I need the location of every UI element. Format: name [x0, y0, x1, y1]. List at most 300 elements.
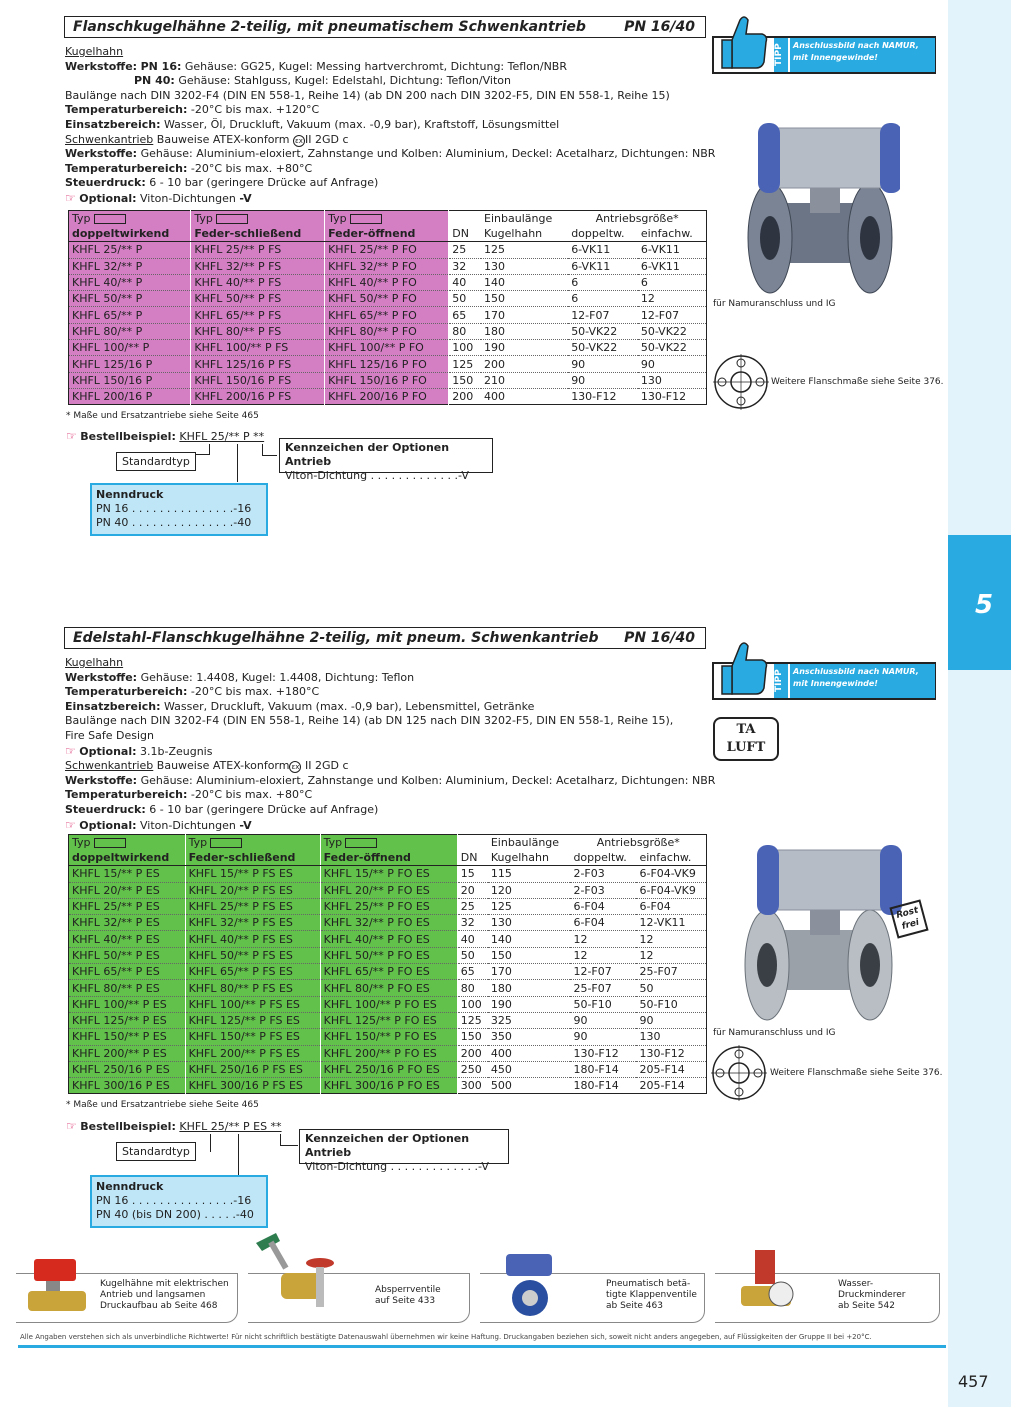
options-line: Viton-Dichtung . . . . . . . . . . . . .-V — [305, 1160, 489, 1173]
table-cell: KHFL 32/** P — [69, 258, 191, 274]
table-header-cell: Typ — [185, 835, 320, 850]
table-cell: KHFL 250/16 P ES — [69, 1061, 186, 1077]
table-row — [69, 1045, 707, 1061]
table-cell: 2-F03 — [570, 882, 636, 898]
table-cell: 130-F12 — [636, 1045, 706, 1061]
table-cell: 325 — [488, 1012, 571, 1028]
table-header-cell: Typ — [69, 835, 186, 850]
value: Viton-Dichtungen — [140, 191, 236, 205]
value: Gehäuse: 1.4408, Kugel: 1.4408, Dichtung: Teflon — [140, 670, 415, 684]
label: Steuerdruck: — [65, 176, 146, 190]
table-cell: KHFL 32/** P FO — [325, 258, 449, 274]
table-cell: 150 — [457, 1029, 488, 1045]
crossref-line: Druckminderer — [838, 1290, 906, 1300]
kugelhahn-heading: Kugelhahn — [65, 45, 124, 58]
tip-text-line1: Anschlussbild nach NAMUR, — [793, 667, 919, 676]
table-cell: 200 — [481, 356, 568, 372]
table-cell: KHFL 25/** P ES — [69, 898, 186, 914]
table-cell: 40 — [457, 931, 488, 947]
label: Schwenkantrieb — [65, 132, 154, 146]
connector-line — [238, 1134, 239, 1176]
label: Optional: — [79, 191, 137, 205]
table-row — [69, 947, 707, 963]
table-cell: 12 — [570, 947, 636, 963]
pointing-hand-icon: ☞ — [65, 817, 76, 832]
table-cell: 12 — [570, 931, 636, 947]
section2-title-bar — [64, 627, 706, 649]
table-row — [69, 1012, 707, 1028]
table-cell: KHFL 100/** P FO ES — [320, 996, 457, 1012]
section1-order-example — [66, 429, 264, 443]
table-cell: 90 — [570, 1029, 636, 1045]
label: Schwenkantrieb — [65, 759, 154, 773]
table-cell: KHFL 65/** P ES — [69, 964, 186, 980]
nenndruck-title: Nenndruck — [96, 1180, 164, 1193]
table-cell: KHFL 25/** P FO ES — [320, 898, 457, 914]
table-cell: KHFL 125/16 P FO — [325, 356, 449, 372]
table-cell: KHFL 100/** P ES — [69, 996, 186, 1012]
table-cell: 130-F12 — [570, 1045, 636, 1061]
crossref-line: ab Seite 463 — [606, 1301, 663, 1311]
table-header-cell: Feder-schließend — [191, 226, 325, 242]
table-cell: 6 — [638, 274, 707, 290]
table-cell: 170 — [488, 964, 571, 980]
actuator-symbol-icon — [350, 214, 382, 224]
flansch-caption: Weitere Flanschmaße siehe Seite 376. — [770, 1068, 943, 1078]
table-cell: 50 — [636, 980, 706, 996]
crossref-line: Antrieb und langsamen — [100, 1290, 206, 1300]
section2-table — [68, 834, 707, 1094]
table-cell: 125 — [488, 898, 571, 914]
table-cell: KHFL 80/** P FO — [325, 323, 449, 339]
value: -V — [239, 191, 252, 205]
table-cell: 190 — [481, 340, 568, 356]
table-cell: KHFL 125/** P ES — [69, 1012, 186, 1028]
nenndruck-line: PN 16 . . . . . . . . . . . . . . .-16 — [96, 502, 252, 515]
options-line: Viton-Dichtung . . . . . . . . . . . . .-V — [285, 469, 469, 482]
firesafe-text: Fire Safe Design — [65, 728, 154, 742]
table-cell: 65 — [457, 964, 488, 980]
flange-diagram-icon — [713, 354, 769, 410]
footer-rule — [18, 1345, 946, 1348]
table-cell: 150 — [481, 291, 568, 307]
table-cell: 6-VK11 — [638, 242, 707, 258]
table-cell: KHFL 300/16 P FS ES — [185, 1078, 320, 1094]
thumbs-up-icon — [718, 14, 770, 72]
actuator-symbol-icon — [94, 838, 126, 848]
value: 6 - 10 bar (geringere Drücke auf Anfrage) — [149, 802, 379, 816]
tip-text-line2: mit Innengewinde! — [793, 679, 878, 688]
table-cell: 180 — [481, 323, 568, 339]
section2-order-example — [66, 1119, 282, 1133]
nenndruck-box — [90, 483, 268, 536]
value: Gehäuse: Aluminium-eloxiert, Zahnstange und Kolben: Aluminium, Deckel: Acetalharz, Dichtungen: NBR — [140, 773, 716, 787]
table-cell: KHFL 80/** P — [69, 323, 191, 339]
table-cell: 25-F07 — [570, 980, 636, 996]
tip-text — [790, 664, 935, 698]
value: -20°C bis max. +80°C — [190, 788, 313, 802]
table-cell: 200 — [449, 388, 481, 404]
section2-tip-box — [712, 662, 936, 700]
table-cell: 50 — [457, 947, 488, 963]
table-header-row — [69, 226, 707, 242]
table-header-row — [69, 835, 707, 850]
table-row — [69, 291, 707, 307]
value: -V — [239, 818, 252, 832]
table-header-cell: einfachw. — [638, 226, 707, 242]
table-header-cell: Antriebsgröße* — [570, 835, 706, 850]
table-cell: 6-F04 — [636, 898, 706, 914]
section2-title: Edelstahl-Flanschkugelhähne 2-teilig, mit pneum. Schwenkantrieb — [73, 630, 599, 646]
value: -20°C bis max. +180°C — [190, 685, 320, 699]
connector-line — [237, 444, 238, 482]
table-cell: KHFL 15/** P FO ES — [320, 866, 457, 882]
label: Einsatzbereich: — [65, 699, 161, 713]
table-cell: KHFL 50/** P FO ES — [320, 947, 457, 963]
label: Temperaturbereich: — [65, 161, 188, 175]
table-cell: KHFL 32/** P FO ES — [320, 915, 457, 931]
page-number: 457 — [958, 1372, 989, 1391]
value: Bauweise ATEX-konform — [156, 759, 290, 773]
section2-note: * Maße und Ersatzantriebe siehe Seite 465 — [66, 1100, 259, 1110]
nenndruck-line: PN 40 . . . . . . . . . . . . . . .-40 — [96, 516, 252, 529]
table-row — [69, 996, 707, 1012]
table-cell: 50-VK22 — [568, 340, 638, 356]
crossref-line: Pneumatisch betä- — [606, 1279, 691, 1289]
table-row — [69, 866, 707, 882]
value: Gehäuse: Aluminium-eloxiert, Zahnstange und Kolben: Aluminium, Deckel: Acetalharz, Dichtungen: NBR — [140, 147, 716, 161]
electric-ball-valve-image — [24, 1255, 94, 1317]
table-cell: KHFL 300/16 P ES — [69, 1078, 186, 1094]
tip-text — [790, 38, 935, 72]
crossref-line: Kugelhähne mit elektrischen — [100, 1279, 229, 1289]
table-header-cell: einfachw. — [636, 850, 706, 866]
table-header-cell: Einbaulänge — [488, 835, 571, 850]
table-header-cell — [449, 211, 481, 226]
section1-tip-box — [712, 36, 936, 74]
table-cell: KHFL 25/** P FS — [191, 242, 325, 258]
table-cell: 205-F14 — [636, 1078, 706, 1094]
table-row — [69, 388, 707, 404]
standardtyp-box: Standardtyp — [116, 452, 196, 471]
table-header-cell: Kugelhahn — [488, 850, 571, 866]
table-row — [69, 323, 707, 339]
table-cell: 12 — [636, 947, 706, 963]
table-cell: 400 — [481, 388, 568, 404]
value: 6 - 10 bar (geringere Drücke auf Anfrage) — [149, 176, 379, 190]
section1-pn: PN 16/40 — [624, 19, 695, 35]
pointing-hand-icon: ☞ — [65, 190, 76, 205]
table-cell: 350 — [488, 1029, 571, 1045]
tip-text-line2: mit Innengewinde! — [793, 53, 878, 62]
table-cell: 12-VK11 — [636, 915, 706, 931]
table-cell: KHFL 15/** P FS ES — [185, 866, 320, 882]
options-title: Kennzeichen der Optionen Antrieb — [285, 441, 450, 468]
table-cell: 250 — [457, 1061, 488, 1077]
ex-icon: εx — [289, 761, 301, 773]
order-code: KHFL 25/** P ** — [179, 430, 265, 443]
table-cell: KHFL 32/** P FS — [191, 258, 325, 274]
value: II 2GD c — [304, 759, 349, 773]
flansch-caption: Weitere Flanschmaße siehe Seite 376. — [771, 377, 944, 387]
chapter-number: 5 — [975, 590, 994, 620]
table-cell: KHFL 100/** P — [69, 340, 191, 356]
table-header-row — [69, 850, 707, 866]
table-cell: 25-F07 — [636, 964, 706, 980]
pointing-hand-icon: ☞ — [66, 1119, 77, 1133]
label: PN 16: — [140, 59, 182, 73]
table-row — [69, 340, 707, 356]
label: Steuerdruck: — [65, 802, 146, 816]
table-cell: 32 — [457, 915, 488, 931]
table-cell: 6-VK11 — [568, 258, 638, 274]
table-cell: KHFL 65/** P FO — [325, 307, 449, 323]
ta-luft-badge — [713, 717, 779, 761]
table-cell: 12-F07 — [570, 964, 636, 980]
table-cell: KHFL 40/** P FS ES — [185, 931, 320, 947]
value: Gehäuse: GG25, Kugel: Messing hartverchromt, Dichtung: Teflon/NBR — [184, 59, 567, 73]
table-row — [69, 372, 707, 388]
table-header-cell: doppeltw. — [568, 226, 638, 242]
crossref-line: tigte Klappenventile — [606, 1290, 697, 1300]
table-cell: KHFL 150/16 P FO — [325, 372, 449, 388]
actuator-symbol-icon — [210, 838, 242, 848]
label: Temperaturbereich: — [65, 788, 188, 802]
section2-pn: PN 16/40 — [624, 630, 695, 646]
table-cell: KHFL 200/16 P FS — [191, 388, 325, 404]
table-header-cell: DN — [457, 850, 488, 866]
label: Werkstoffe: — [65, 147, 138, 161]
table-cell: 90 — [638, 356, 707, 372]
nenndruck-line: PN 16 . . . . . . . . . . . . . . .-16 — [96, 1194, 252, 1207]
section2-spec-text — [65, 656, 715, 833]
table-cell: 100 — [457, 996, 488, 1012]
table-cell: 20 — [457, 882, 488, 898]
table-row — [69, 915, 707, 931]
disclaimer: Alle Angaben verstehen sich als unverbindliche Richtwerte! Für nicht schriftlich bestätigte Datenauswahl übernehmen wir keine Haftung. Druckangaben beziehen sich, soweit nicht anders angegeben, auf Flüssigkeiten der Gruppe II bei +20°C. — [20, 1333, 872, 1341]
table-cell: KHFL 20/** P ES — [69, 882, 186, 898]
table-cell: KHFL 40/** P FO — [325, 274, 449, 290]
table-row — [69, 898, 707, 914]
table-cell: 6 — [568, 274, 638, 290]
table-cell: 130-F12 — [568, 388, 638, 404]
table-cell: 120 — [488, 882, 571, 898]
table-cell: 210 — [481, 372, 568, 388]
label: Temperaturbereich: — [65, 103, 188, 117]
crossref-text — [838, 1279, 905, 1312]
table-cell: KHFL 300/16 P FO ES — [320, 1078, 457, 1094]
table-cell: 90 — [568, 372, 638, 388]
thumbs-up-icon — [718, 640, 770, 698]
table-cell: KHFL 80/** P FO ES — [320, 980, 457, 996]
table-cell: KHFL 80/** P FS ES — [185, 980, 320, 996]
table-cell: KHFL 50/** P FS — [191, 291, 325, 307]
connector-line — [262, 444, 277, 456]
table-cell: KHFL 25/** P FO — [325, 242, 449, 258]
value: Wasser, Druckluft, Vakuum (max. -0,9 bar), Lebensmittel, Getränke — [164, 699, 535, 713]
crossref-text — [375, 1285, 441, 1307]
table-cell: KHFL 150/16 P — [69, 372, 191, 388]
table-cell: KHFL 100/** P FS — [191, 340, 325, 356]
value: Wasser, Öl, Druckluft, Vakuum (max. -0,9 bar), Kraftstoff, Lösungsmittel — [164, 117, 560, 131]
table-row — [69, 1061, 707, 1077]
table-cell: 130 — [488, 915, 571, 931]
table-header-cell: Einbaulänge — [481, 211, 568, 226]
table-cell: KHFL 65/** P FO ES — [320, 964, 457, 980]
pointing-hand-icon: ☞ — [66, 429, 77, 443]
table-cell: 80 — [457, 980, 488, 996]
namur-caption: für Namuranschluss und IG — [713, 1028, 836, 1038]
table-cell: 200 — [457, 1045, 488, 1061]
table-cell: 15 — [457, 866, 488, 882]
crossref-line: Wasser- — [838, 1279, 874, 1289]
table-cell: 150 — [488, 947, 571, 963]
table-cell: KHFL 50/** P — [69, 291, 191, 307]
table-cell: 180-F14 — [570, 1061, 636, 1077]
label: Optional: — [79, 744, 137, 758]
table-header-row — [69, 211, 707, 226]
nenndruck-box — [90, 1175, 268, 1228]
table-cell: 25 — [449, 242, 481, 258]
table-row — [69, 307, 707, 323]
table-cell: KHFL 125/16 P — [69, 356, 191, 372]
order-label: Bestellbeispiel: — [80, 430, 176, 443]
table-cell: 130 — [638, 372, 707, 388]
table-cell: KHFL 125/** P FS ES — [185, 1012, 320, 1028]
table-cell: KHFL 150/16 P FS — [191, 372, 325, 388]
table-cell: 90 — [568, 356, 638, 372]
table-cell: 140 — [481, 274, 568, 290]
crossref-line: ab Seite 542 — [838, 1301, 895, 1311]
table-cell: 65 — [449, 307, 481, 323]
crossref-line: auf Seite 433 — [375, 1296, 436, 1306]
table-cell: KHFL 50/** P FO — [325, 291, 449, 307]
table-header-cell: Typ — [325, 211, 449, 226]
crossref-line: Absperrventile — [375, 1285, 441, 1295]
table-cell: 125 — [481, 242, 568, 258]
shutoff-valve-image — [246, 1233, 346, 1313]
table-cell: 12 — [636, 931, 706, 947]
table-cell: 450 — [488, 1061, 571, 1077]
tip-label: TIPP — [774, 38, 788, 72]
table-header-cell — [457, 835, 488, 850]
pneumatic-butterfly-valve-image — [500, 1250, 560, 1320]
table-cell: 6-VK11 — [638, 258, 707, 274]
table-row — [69, 1029, 707, 1045]
table-cell: 6 — [568, 291, 638, 307]
table-cell: KHFL 150/** P FS ES — [185, 1029, 320, 1045]
flange-diagram-icon — [711, 1045, 767, 1101]
rostfrei-stamp: Rost frei — [889, 899, 928, 938]
table-cell: 500 — [488, 1078, 571, 1094]
table-cell: KHFL 200/** P FO ES — [320, 1045, 457, 1061]
label: PN 40: — [134, 74, 175, 88]
table-cell: KHFL 80/** P ES — [69, 980, 186, 996]
table-cell: 50-VK22 — [638, 323, 707, 339]
kugelhahn-heading: Kugelhahn — [65, 656, 124, 669]
table-cell: 300 — [457, 1078, 488, 1094]
table-cell: KHFL 250/16 P FS ES — [185, 1061, 320, 1077]
table-header-cell: Feder-schließend — [185, 850, 320, 866]
table-cell: 6-F04 — [570, 898, 636, 914]
nenndruck-title: Nenndruck — [96, 488, 164, 501]
table-header-cell: Typ — [320, 835, 457, 850]
table-cell: 6-F04 — [570, 915, 636, 931]
table-cell: 190 — [488, 996, 571, 1012]
nenndruck-line: PN 40 (bis DN 200) . . . . .-40 — [96, 1208, 254, 1221]
table-cell: 6-F04-VK9 — [636, 866, 706, 882]
table-cell: KHFL 32/** P FS ES — [185, 915, 320, 931]
table-cell: KHFL 150/** P FO ES — [320, 1029, 457, 1045]
table-cell: 6-VK11 — [568, 242, 638, 258]
table-cell: KHFL 125/16 P FS — [191, 356, 325, 372]
section1-note: * Maße und Ersatzantriebe siehe Seite 465 — [66, 411, 259, 421]
value: Bauweise ATEX-konform — [156, 132, 290, 146]
table-row — [69, 931, 707, 947]
table-row — [69, 1078, 707, 1094]
value: -20°C bis max. +80°C — [190, 161, 313, 175]
baulaenge-text: Baulänge nach DIN 3202-F4 (DIN EN 558-1, Reihe 14) (ab DN 125 nach DIN 3202-F5, DIN EN 558-1, Reihe 15), — [65, 714, 674, 728]
value: II 2GD c — [304, 132, 349, 146]
table-cell: 80 — [449, 323, 481, 339]
table-cell: 90 — [570, 1012, 636, 1028]
table-row — [69, 356, 707, 372]
crossref-line: Druckaufbau ab Seite 468 — [100, 1301, 218, 1311]
table-cell: KHFL 50/** P ES — [69, 947, 186, 963]
table-cell: 130 — [481, 258, 568, 274]
connector-line — [280, 1134, 298, 1146]
table-cell: 50-VK22 — [568, 323, 638, 339]
table-header-cell: Antriebsgröße* — [568, 211, 706, 226]
table-cell: 205-F14 — [636, 1061, 706, 1077]
table-cell: KHFL 50/** P FS ES — [185, 947, 320, 963]
table-cell: 25 — [457, 898, 488, 914]
table-cell: KHFL 65/** P FS ES — [185, 964, 320, 980]
table-cell: KHFL 20/** P FO ES — [320, 882, 457, 898]
table-cell: KHFL 200/** P FS ES — [185, 1045, 320, 1061]
table-row — [69, 964, 707, 980]
table-cell: KHFL 32/** P ES — [69, 915, 186, 931]
table-cell: 100 — [449, 340, 481, 356]
table-header-cell: doppeltwirkend — [69, 850, 186, 866]
table-row — [69, 258, 707, 274]
tip-label: TIPP — [774, 664, 788, 698]
label: Werkstoffe: — [65, 773, 138, 787]
table-cell: 125 — [449, 356, 481, 372]
table-cell: 140 — [488, 931, 571, 947]
table-cell: KHFL 200/16 P — [69, 388, 191, 404]
table-cell: KHFL 40/** P ES — [69, 931, 186, 947]
table-cell: KHFL 200/16 P FO — [325, 388, 449, 404]
table-cell: 150 — [449, 372, 481, 388]
table-cell: 180-F14 — [570, 1078, 636, 1094]
ex-icon: εx — [293, 135, 305, 147]
pointing-hand-icon: ☞ — [65, 743, 76, 758]
options-box — [299, 1129, 509, 1173]
order-label: Bestellbeispiel: — [80, 1120, 176, 1133]
section1-table — [68, 210, 707, 405]
table-cell: 6-F04-VK9 — [636, 882, 706, 898]
table-cell: KHFL 25/** P FS ES — [185, 898, 320, 914]
actuator-symbol-icon — [216, 214, 248, 224]
label: Werkstoffe: — [65, 59, 138, 73]
table-header-cell: doppeltwirkend — [69, 226, 191, 242]
tip-text-line1: Anschlussbild nach NAMUR, — [793, 41, 919, 50]
table-cell: 170 — [481, 307, 568, 323]
table-cell: 50-VK22 — [638, 340, 707, 356]
table-header-cell: Feder-öffnend — [320, 850, 457, 866]
table-cell: KHFL 150/** P ES — [69, 1029, 186, 1045]
